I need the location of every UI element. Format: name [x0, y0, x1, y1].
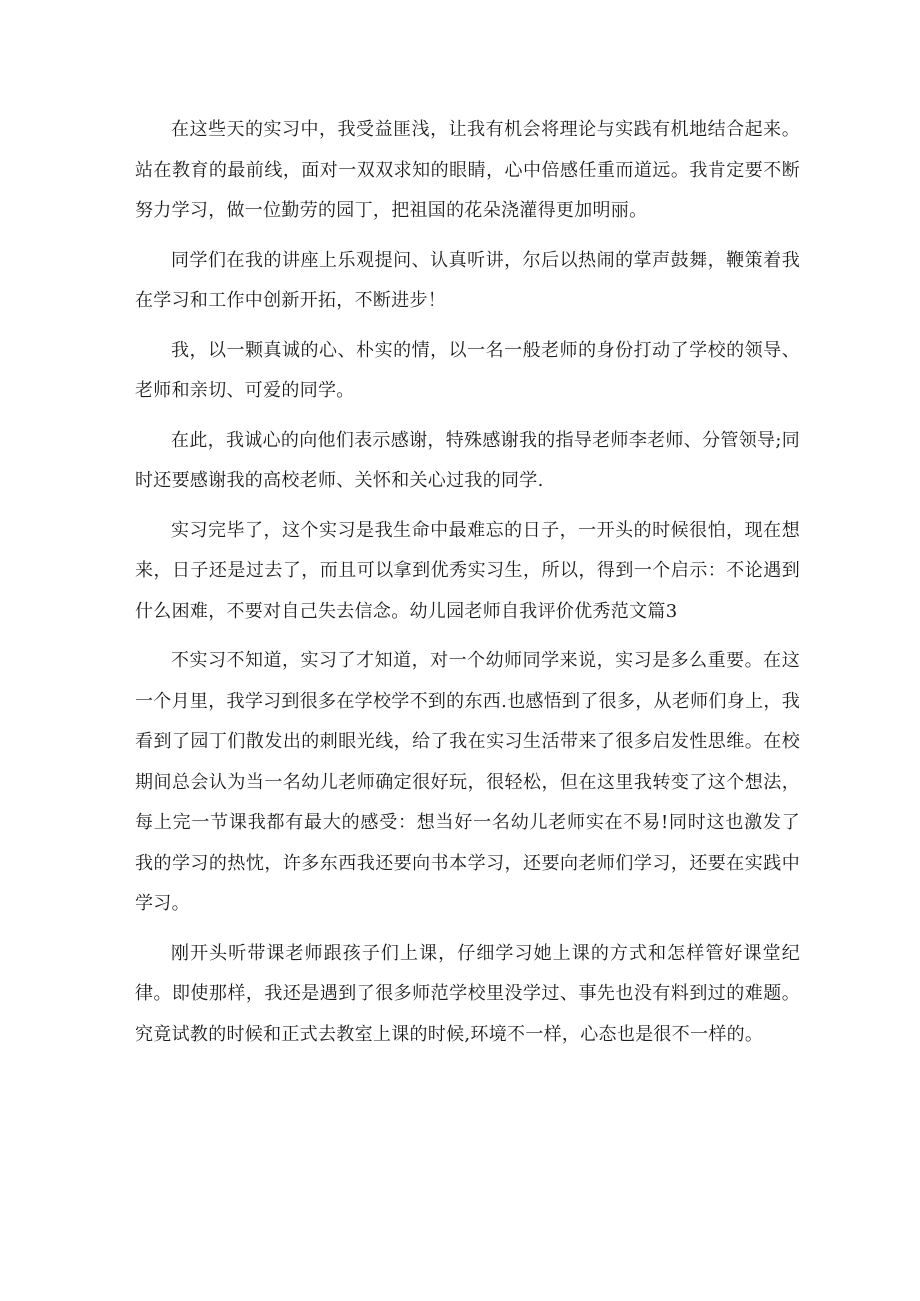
paragraph-lecture-encouragement: 同学们在我的讲座上乐观提问、认真听讲，尔后以热闹的掌声鼓舞，鞭策着我在学习和工作中创新开拓，不断进步！: [135, 249, 800, 311]
paragraph-classroom-observation: 刚开头听带课老师跟孩子们上课，仔细学习她上课的方式和怎样管好课堂纪律。即使那样，我还是遇到了很多师范学校里没学过、事先也没有料到过的难题。究竟试教的时候和正式去教室上课的时候,环境不一样，心态也是很不一样的。: [135, 942, 800, 1045]
paragraph-thanks: 在此，我诚心的向他们表示感谢，特殊感谢我的指导老师李老师、分管领导;同时还要感谢我的高校老师、关怀和关心过我的同学.: [135, 429, 800, 491]
paragraph-sincere-heart: 我，以一颗真诚的心、朴实的情，以一名一般老师的身份打动了学校的领导、老师和亲切、可爱的同学。: [135, 339, 800, 401]
document-body: [135, 110, 800, 1064]
paragraph-importance-of-internship: 不实习不知道，实习了才知道，对一个幼师同学来说，实习是多么重要。在这一个月里，我学习到很多在学校学不到的东西.也感悟到了很多，从老师们身上，我看到了园丁们散发出的刺眼光线，给了我在实习生活带来了很多启发性思维。在校期间总会认为当一名幼儿老师确定很好玩，很轻松，但在这里我转变了这个想法，每上完一节课我都有最大的感受：想当好一名幼儿老师实在不易!同时这也激发了我的学习的热忱，许多东西我还要向书本学习，还要向老师们学习，还要在实践中学习。: [135, 650, 800, 914]
paragraph-internship-end: 实习完毕了，这个实习是我生命中最难忘的日子，一开头的时候很怕，现在想来，日子还是过去了，而且可以拿到优秀实习生，所以，得到一个启示：不论遇到什么困难，不要对自己失去信念。幼儿园老师自我评价优秀范文篇3: [135, 519, 800, 622]
paragraph-internship-gains: 在这些天的实习中，我受益匪浅，让我有机会将理论与实践有机地结合起来。站在教育的最前线，面对一双双求知的眼睛，心中倍感任重而道远。我肯定要不断努力学习，做一位勤劳的园丁，把祖国的花朵浇灌得更加明丽。: [135, 119, 800, 221]
